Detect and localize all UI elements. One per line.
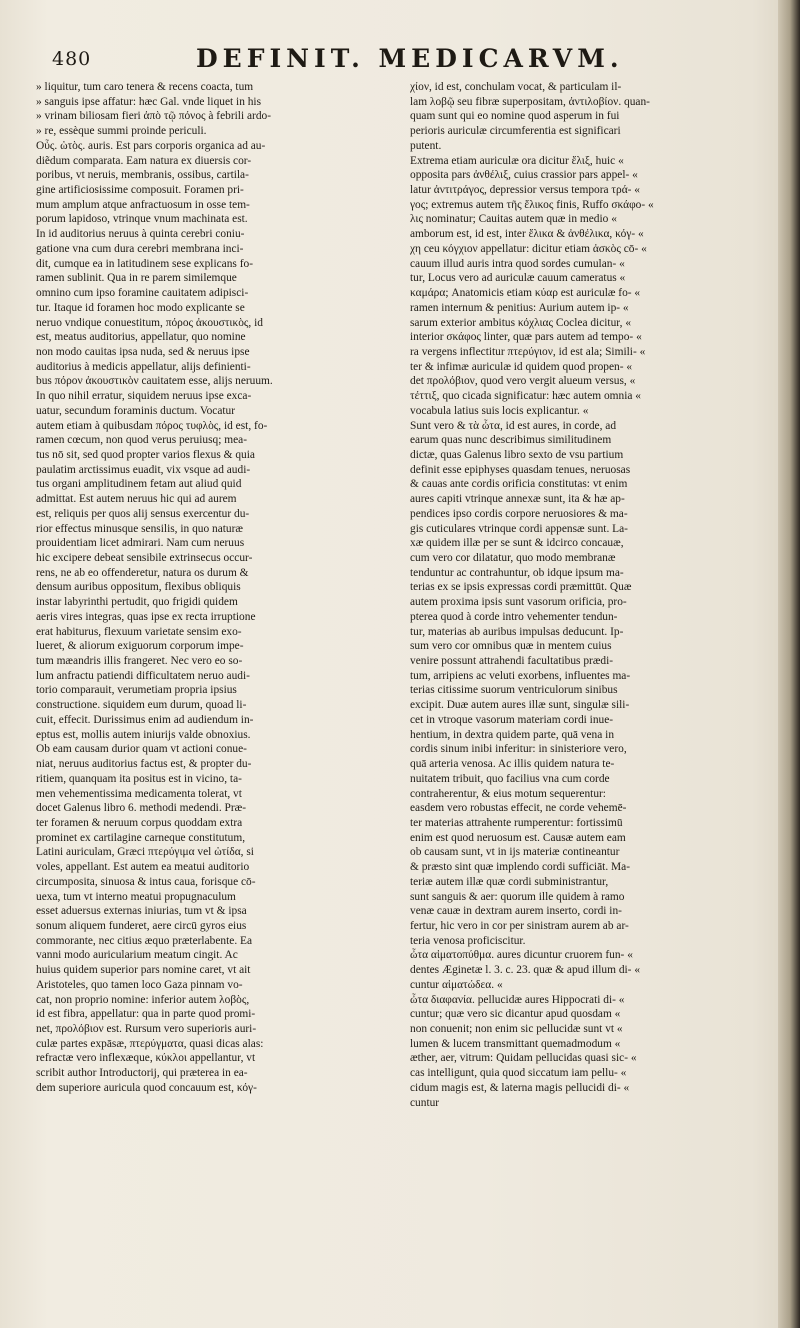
text-line: net, προλόβιον est. Rursum vero superioris auri-	[36, 1023, 257, 1035]
text-line: lam λοβῷ seu fibræ superpositam, ἀντιλοβίον. quan-	[410, 95, 650, 108]
text-line: » re, essèque summi proinde periculi.	[36, 125, 207, 138]
text-line: uatur, secundum foraminis ductum. Vocatur	[36, 404, 236, 417]
text-line: paulatim arctissimus euadit, vix vsque ad audi-	[36, 463, 251, 476]
text-line: τέττιξ, quo cicada significatur: hæc autem omnia «	[410, 390, 641, 403]
text-line: lumen & lucem transmittant quemadmodum «	[410, 1037, 621, 1050]
text-line: non conuenit; non enim sic pellucidæ sunt vt «	[410, 1023, 623, 1035]
text-line: earum quas nunc describimus similitudinem	[410, 434, 612, 447]
text-line: admittat. Est autem neruus hic qui ad aurem	[36, 493, 237, 506]
text-line: instar labyrinthi pertudit, quo frigidi quidem	[36, 596, 238, 609]
text-line: dem superiore auricula quod concauum est, κόγ-	[36, 1081, 257, 1094]
text-line: id est fibra, appellatur: qua in parte quod promi-	[36, 1008, 256, 1021]
text-line: vanni modo auricularium meatum cingit. Ac	[36, 949, 238, 962]
text-line: ritiem, quanquam ita positus est in vicino, ta-	[36, 772, 242, 785]
text-line: sonum aliquem funderet, aere circū gyros eius	[36, 919, 247, 932]
text-line: pterea quod à corde intro vehementer tendun-	[410, 610, 618, 623]
text-line: bus πόρον ἀκουστικὸν cauitatem esse, alijs neruum.	[36, 375, 273, 388]
text-line: dit, cumque ea in latitudinem sese explicans fo-	[36, 257, 253, 270]
text-line: cuntur	[410, 1096, 440, 1109]
text-line: omnino cum ipso foramine cauitatem adipisci-	[36, 287, 249, 300]
text-line: teria venosa proficiscitur.	[410, 934, 526, 947]
text-line: perioris auriculæ circumferentia est significari	[410, 125, 621, 138]
text-line: prominet ex cartilagine carneque constitutum,	[36, 831, 246, 844]
text-line: dentes Æginetæ l. 3. c. 23. quæ & apud illum di- «	[410, 964, 641, 977]
text-line: Sunt vero & τὰ ὦτα, id est aures, in corde, ad	[410, 419, 617, 432]
text-line: vocabula latius suis locis explicantur. «	[410, 404, 589, 417]
text-line: auditorius à medicis appellatur, alijs definienti-	[36, 360, 251, 373]
text-line: ob causam sunt, vt in ijs materiæ contineantur	[410, 846, 620, 859]
text-line: opposita pars ἀνθέλιξ, cuius crassior pars appel- «	[410, 169, 638, 182]
text-line: cuntur; quæ vero sic dicantur apud quosdam «	[410, 1008, 621, 1021]
text-line: venæ cauæ in dextram aurem inserto, cordi in-	[410, 905, 622, 918]
text-line: tus organi amplitudinem fetam aut aliud quid	[36, 478, 242, 491]
text-line: definit esse epiphyses quasdam tenues, neruosas	[410, 463, 631, 476]
text-line: » vrinam biliosam fieri ἀπὸ τῷ πόνος à febrili ardo-	[36, 110, 272, 123]
text-line: diẽdum comparata. Eam natura ex diuersis cor-	[36, 154, 252, 167]
text-line: sunt sanguis & aer: quorum ille quidem à ramo	[410, 890, 625, 903]
text-line: καμάρα; Anatomicis etiam κύαρ est auriculæ fo- «	[410, 287, 641, 300]
text-line: densum auribus oppositum, flexibus obliquis	[36, 581, 241, 594]
text-line: easdem vero robustas effecit, ne corde vehemē-	[410, 802, 627, 815]
text-line: ter & infimæ auriculæ id quidem quod propen- «	[410, 360, 633, 373]
page-header	[38, 44, 768, 74]
text-line: gis cuticulares vtrinque cordi appensæ sunt. La-	[410, 522, 628, 535]
text-line: » sanguis ipse affatur: hæc Gal. vnde liquet in his	[36, 95, 262, 108]
text-line: In id auditorius neruus à quinta cerebri coniu-	[36, 228, 245, 241]
text-line: sum vero cor omnibus quæ in mentem cuius	[410, 640, 612, 653]
text-line: λις nominatur; Cauitas autem quæ in medio «	[410, 213, 617, 226]
text-line: quam sunt qui eo nomine quod asperum in fui	[410, 110, 620, 123]
text-line: circumposita, sinuosa & intus caua, forisque cō-	[36, 875, 256, 888]
text-line: cordis sinum inibi inferitur: in sinisteriore vero,	[410, 743, 627, 756]
text-line: Extrema etiam auriculæ ora dicitur ἕλιξ, huic «	[410, 154, 624, 167]
text-line: cauum illud auris intra quod sordes cumulan- «	[410, 257, 625, 270]
text-line: ὦτα διαφανία. pellucidæ aures Hippocrati di- «	[410, 993, 625, 1006]
text-line: tur. Itaque id foramen hoc modo explicante se	[36, 301, 245, 314]
text-line: ra vergens inflectitur πτερύγιον, id est ala; Simili- «	[410, 345, 646, 358]
text-line: & cauas ante cordis orificia constitutas: vt enim	[410, 478, 628, 491]
text-line: autem etiam à quibusdam πόρος τυφλὸς, id est, fo-	[36, 419, 268, 432]
text-line: amborum est, id est, inter ἕλικα & ἀνθέλικα, κόγ- «	[410, 228, 644, 241]
text-line: men vehementissima medicamenta tolerat, vt	[36, 787, 242, 800]
text-line: est, meatus auditorius, appellatur, quo nomine	[36, 331, 246, 344]
text-line: cum vero cor dilatatur, quo modo membranæ	[410, 552, 616, 564]
text-line: docet Galenus libro 6. methodi medendi. Præ-	[36, 802, 247, 815]
text-line: teriæ autem illæ quæ cordi subministrantur,	[410, 875, 609, 888]
text-line: χίον, id est, conchulam vocat, & particulam il-	[410, 81, 622, 93]
text-line: xæ quidem illæ per se sunt & idcirco concauæ,	[410, 537, 624, 550]
running-title: DEFINIT. MEDICARVM.	[196, 44, 624, 73]
text-line: cuntur αἱματώδεα. «	[410, 978, 503, 991]
text-line: terias ex se ipsis expressas cordi præmittūt. Quæ	[410, 581, 632, 594]
text-line: gatione vna cum dura cerebri membrana inci-	[36, 242, 244, 255]
text-line: ter foramen & neruum corpus quoddam extra	[36, 816, 243, 829]
text-line: prouidentiam licet admirari. Nam cum neruus	[36, 537, 245, 550]
text-line: uexa, tum vt interno meatui propugnaculum	[36, 890, 236, 903]
text-line: voles, appellant. Est autem ea meatui auditorio	[36, 861, 250, 874]
text-line: Οὖς. ὠτὸς. auris. Est pars corporis organica ad au-	[36, 139, 266, 152]
text-line: fertur, hic vero in cor per sinistram aurem ab ar-	[410, 919, 629, 932]
text-line: dictæ, quas Galenus libro sexto de vsu partium	[410, 448, 624, 461]
text-line: quā arteria venosa. Ac illis quidem natura te-	[410, 758, 615, 771]
text-line: tur, Locus vero ad auriculæ cauum cameratus «	[410, 272, 626, 285]
text-line: rens, ne ab eo offenderetur, natura os durum &	[36, 566, 249, 579]
text-line: latur ἀντιτράγος, depressior versus tempora τρά- «	[410, 184, 640, 197]
text-line: eptus est, mollis autem iniurijs valde obnoxius.	[36, 728, 251, 741]
text-line: Ob eam causam durior quam vt actioni conue-	[36, 743, 247, 756]
text-line: In quo nihil erratur, siquidem neruus ipse exca-	[36, 390, 252, 403]
text-line: mum amplum atque anfractuosum in osse tem-	[36, 198, 250, 211]
text-line: esset aduersus externas iniurias, tum vt & ipsa	[36, 905, 247, 918]
text-line: cat, non proprio nomine: inferior autem λοβὸς,	[36, 993, 250, 1006]
right-text-column	[410, 80, 750, 1110]
left-text-column	[36, 80, 364, 1096]
text-line: excipit. Duæ autem aures illæ sunt, singulæ sili-	[410, 699, 630, 712]
text-line: non modo cauitas ipsa nuda, sed & neruus ipse	[36, 345, 250, 358]
text-line: lueret, & aliorum exiguorum corporum impe-	[36, 640, 244, 653]
text-line: culæ partes expāsæ, πτερύγματα, quasi dicas alas:	[36, 1037, 264, 1050]
text-line: tum, arripiens ac veluti exorbens, influentes ma-	[410, 669, 631, 682]
text-line: ramen cœcum, non quod verus peruiusq; mea-	[36, 434, 247, 447]
text-line: » liquitur, tum caro tenera & recens coacta, tum	[36, 81, 254, 93]
text-line: tus nō sit, sed quod propter varios flexus & quia	[36, 448, 255, 461]
text-line: scribit author Introductorij, qui præterea in ea-	[36, 1067, 248, 1080]
text-line: sarum exterior ambitus κόχλιας Coclea dicitur, «	[410, 316, 632, 329]
text-line: Aristoteles, quo tamen loco Gaza pinnam vo-	[36, 978, 243, 991]
text-line: cas intelligunt, quia quod siccatum iam pellu- «	[410, 1067, 627, 1080]
text-line: χη ceu κόγχιον appellatur: dicitur etiam ἀσκὸς cō- «	[410, 242, 647, 255]
text-line: putent.	[410, 139, 442, 152]
text-line: rior effectus minusque sensilis, in quo naturæ	[36, 522, 244, 535]
text-line: ter materias attrahente rumperentur: fortissimū	[410, 816, 623, 829]
text-line: niat, neruus auditorius factus est, & propter du-	[36, 758, 252, 771]
text-line: neruo vndique conuestitum, πόρος ἀκουστικὸς, id	[36, 316, 263, 329]
text-line: cet in vtroque vasorum materiam cordi inue-	[410, 713, 614, 726]
page-number: 480	[52, 48, 92, 70]
text-line: est, reliquis per quos alij sensus exercentur du-	[36, 507, 250, 520]
text-line: nuitatem tribuit, quo facilius vna cum corde	[410, 772, 610, 785]
text-line: aeris vires integras, quas ipse ex recta irruptione	[36, 610, 256, 623]
text-line: lum anfractu patiendi difficultatem neruo audi-	[36, 669, 250, 682]
text-line: pendices ipso cordis corpore neruosiores & ma-	[410, 507, 628, 520]
text-line: commorante, nec citius æquo præterlabente. Ea	[36, 934, 253, 947]
text-line: interior σκάφος linter, quæ pars autem ad tempo- «	[410, 331, 642, 344]
text-line: tum mæandris illis frangeret. Nec vero eo so-	[36, 655, 243, 668]
text-line: cuit, effecit. Durissimus enim ad audiendum in-	[36, 713, 254, 726]
text-line: det προλόβιον, quod vero vergit alueum versus, «	[410, 375, 636, 388]
text-line: hic excipere debeat sensibile extrinsecus occur-	[36, 552, 253, 564]
text-line: enim est quod neruosum est. Causæ autem eam	[410, 831, 626, 844]
text-line: ramen internum & penitius: Aurium autem ip- «	[410, 301, 629, 314]
text-line: autem proxima ipsis sunt vasorum orificia, pro-	[410, 596, 627, 609]
text-line: æther, aer, vitrum: Quidam pellucidas quasi sic- «	[410, 1052, 637, 1065]
text-line: constructione. siquidem eum durum, quoad li-	[36, 699, 247, 712]
text-line: aures capiti vtrinque annexæ sunt, ita & hæ ap-	[410, 493, 625, 506]
page-gutter-shadow	[778, 0, 800, 1328]
text-line: erat habiturus, flexuum varietate sensim exo-	[36, 625, 242, 638]
text-line: huius quidem superior pars nomine caret, vt ait	[36, 964, 251, 977]
text-line: ὦτα αἱματοπύθμα. aures dicuntur cruorem fun- «	[410, 949, 633, 962]
text-line: Latini auriculam, Græci πτερύγιμα vel ὠτίδα, si	[36, 846, 254, 859]
text-line: terias citissime suorum ventriculorum sinibus	[410, 684, 618, 697]
text-line: contraherentur, & eius motum sequerentur:	[410, 787, 606, 800]
text-line: tenduntur ac contrahuntur, ob idque ipsum ma-	[410, 566, 624, 579]
text-line: poribus, vt neruis, membranis, ossibus, cartila-	[36, 169, 249, 182]
text-line: & præsto sint quæ implendo cordi sufficiāt. Ma-	[410, 861, 630, 874]
text-line: γος; extremus autem τῆς ἕλικος finis, Ruffo σκάφο- «	[410, 198, 654, 211]
text-line: torio comparauit, verumetiam propria ipsius	[36, 684, 237, 697]
text-line: porum lapidoso, vtrinque vnum machinata est.	[36, 213, 248, 226]
text-line: cidum magis est, & laterna magis pellucidi di- «	[410, 1081, 630, 1094]
text-line: venire possunt attrahendi facultatibus prædi-	[410, 655, 614, 668]
text-line: tur, materias ab auribus impulsas deducunt. Ip-	[410, 625, 624, 638]
text-line: gine artificiosissime composuit. Foramen pri-	[36, 184, 244, 197]
text-line: hentium, in dextra quidem parte, quā vena in	[410, 728, 615, 741]
text-line: ramen sublinit. Qua in re parem similemque	[36, 272, 237, 285]
text-line: refractæ vero inflexæque, κύκλοι appellantur, vt	[36, 1052, 256, 1065]
